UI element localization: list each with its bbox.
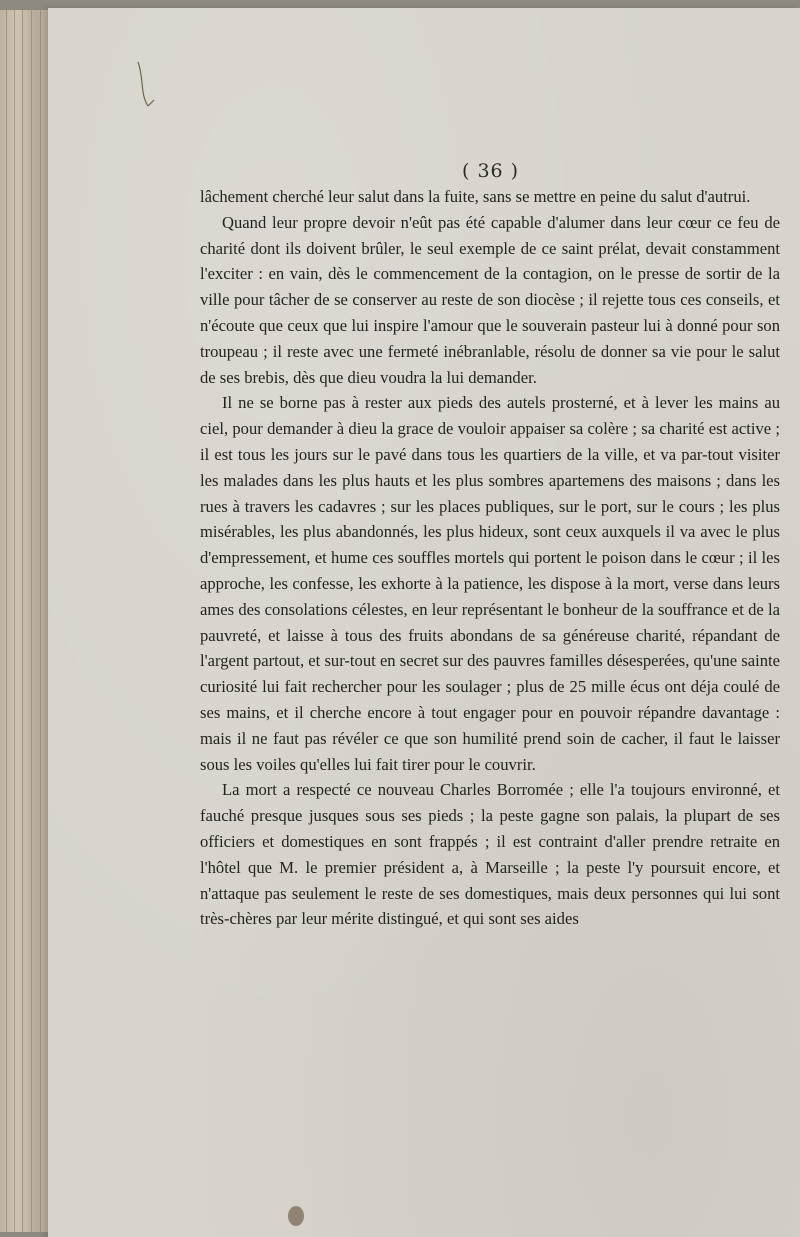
paragraph: Il ne se borne pas à rester aux pieds des autels prosterné, et à lever les mains au ciel, pour demander à dieu la grace de vouloir appaiser sa colère ; sa charité est active ; il est tous les jours sur le pavé dans tous les quartiers de la ville, et va par-tout visiter les malades dans les plus hauts et les plus sombres apartemens des maisons ; dans les rues à travers les cadavres ; sur les places publiques, sur le port, sur le cours ; les plus misérables, les plus abandonnés, les plus hideux, sont ceux auxquels il va avec le plus d'empressement, et hume ces souffles mortels qui portent le poison dans le cœur ; il les approche, les confesse, les exhorte à la patience, les dispose à la mort, verse dans leurs ames des consolations célestes, en leur représentant le bonheur de la souffrance et de la pauvreté, et laisse à tous des fruits abondans de sa généreuse charité, répandant de l'argent partout, et sur-tout en secret sur des pauvres familles désesperées, qu'une sainte curiosité lui fait rechercher pour les soulager ; plus de 25 mille écus ont déja coulé de ses mains, et il cherche encore à tout engager pour en pouvoir répandre davantage : mais il ne faut pas révéler ce que son humilité prend soin de cacher, il faut le laisser sous les voiles qu'elles lui fait tirer pour le couvrir. [200, 393, 780, 774]
pencil-mark [130, 60, 160, 120]
paragraph: Quand leur propre devoir n'eût pas été capable d'alumer dans leur cœur ce feu de charité dont ils doivent brûler, le seul exemple de ce saint prélat, devait constamment l'exciter : en vain, dès le commencement de la contagion, on le presse de sortir de la ville pour tâcher de se conserver au reste de son diocèse ; il rejette tous ces conseils, et n'écoute que ceux que lui inspire l'amour que le souverain pasteur lui à donné pour son troupeau ; il reste avec une fermeté inébranlable, résolu de donner sa vie pour le salut de ses brebis, dès que dieu voudra la lui demander. [200, 212, 780, 387]
body-text [200, 184, 780, 932]
page-number: ( 36 ) [462, 160, 520, 182]
paragraph: lâchement cherché leur salut dans la fuite, sans se mettre en peine du salut d'autrui. [200, 187, 751, 206]
paragraph: La mort a respecté ce nouveau Charles Borromée ; elle l'a toujours environné, et fauché presque jusques sous ses pieds ; la peste gagne son palais, la plupart de ses officiers et domestiques en sont frappés ; il est contraint d'aller prendre retraite en l'hôtel que M. le premier président a, à Marseille ; la peste l'y poursuit encore, et n'attaque pas seulement le reste de ses domestiques, mais deux personnes qui lui sont très-chères par leur mérite distingué, et qui sont ses aides [200, 780, 780, 929]
ink-smudge [288, 1206, 304, 1226]
